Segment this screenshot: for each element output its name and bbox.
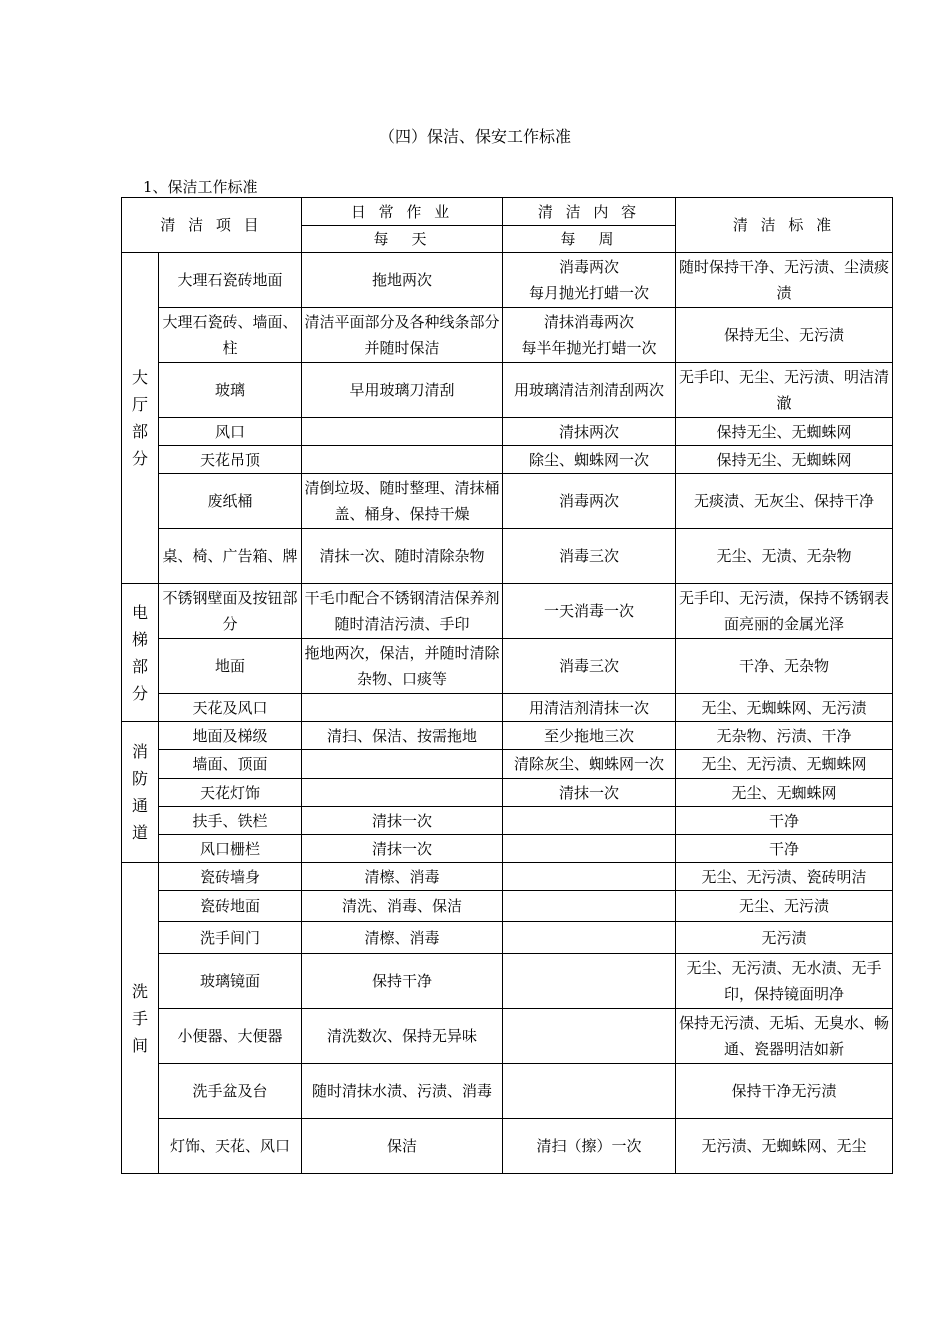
table-row (122, 639, 893, 694)
cell-standard: 保持干净无污渍 (676, 1064, 893, 1119)
table-row (122, 750, 893, 779)
cell-weekly (503, 922, 676, 954)
cell-weekly: 除尘、蜘蛛网一次 (503, 446, 676, 474)
header-weekly: 每 周 (503, 226, 676, 253)
cell-daily: 清檫、消毒 (302, 922, 503, 954)
table-row (122, 418, 893, 446)
cell-standard: 无尘、无污渍、无蜘蛛网 (676, 750, 893, 779)
cell-daily (302, 418, 503, 446)
header-daily: 每 天 (302, 226, 503, 253)
cell-standard: 无尘、无蜘蛛网、无污渍 (676, 694, 893, 722)
cell-standard: 无尘、无渍、无杂物 (676, 529, 893, 584)
header-daily-group: 日 常 作 业 (302, 198, 503, 226)
cell-weekly (503, 1009, 676, 1064)
cell-daily: 清抹一次 (302, 807, 503, 835)
cell-standard: 保持无尘、无蜘蛛网 (676, 446, 893, 474)
cell-daily: 保洁 (302, 1119, 503, 1174)
cell-standard: 保持无尘、无蜘蛛网 (676, 418, 893, 446)
cell-item: 扶手、铁栏 (159, 807, 302, 835)
cell-item: 洗手间门 (159, 922, 302, 954)
cell-item: 天花灯饰 (159, 779, 302, 807)
table-row (122, 1119, 893, 1174)
cell-item: 风口 (159, 418, 302, 446)
cell-standard: 干净 (676, 835, 893, 863)
cell-daily: 清抹一次 (302, 835, 503, 863)
cell-daily: 清洗、消毒、保洁 (302, 891, 503, 922)
cell-item: 洗手盆及台 (159, 1064, 302, 1119)
header-standard: 清 洁 标 准 (676, 198, 893, 253)
cell-item: 不锈钢壁面及按钮部分 (159, 584, 302, 639)
section-label: 消 防 通 道 (122, 722, 159, 863)
cell-weekly: 用玻璃清洁剂清刮两次 (503, 363, 676, 418)
cell-standard: 保持无污渍、无垢、无臭水、畅通、瓷器明洁如新 (676, 1009, 893, 1064)
cell-standard: 无痰渍、无灰尘、保持干净 (676, 474, 893, 529)
table-row (122, 807, 893, 835)
table-row (122, 1009, 893, 1064)
cell-item: 大理石瓷砖、墙面、柱 (159, 308, 302, 363)
cell-item: 天花及风口 (159, 694, 302, 722)
cell-standard: 无污渍 (676, 922, 893, 954)
table-row (122, 922, 893, 954)
cell-weekly: 消毒三次 (503, 529, 676, 584)
cell-item: 大理石瓷砖地面 (159, 253, 302, 308)
table-row (122, 584, 893, 639)
header-item: 清 洁 项 目 (122, 198, 302, 253)
cleaning-standards-table (121, 197, 893, 1174)
cell-standard: 无手印、无污渍，保持不锈钢表面亮丽的金属光泽 (676, 584, 893, 639)
page-title: （四）保洁、保安工作标准 (378, 127, 571, 146)
cell-weekly: 清抹两次 (503, 418, 676, 446)
cell-weekly: 消毒两次 (503, 474, 676, 529)
cell-standard: 无尘、无蜘蛛网 (676, 779, 893, 807)
section-label: 电 梯 部 分 (122, 584, 159, 722)
cell-weekly: 用清洁剂清抹一次 (503, 694, 676, 722)
section-label: 大 厅 部 分 (122, 253, 159, 584)
cell-item: 玻璃镜面 (159, 954, 302, 1009)
cell-daily (302, 750, 503, 779)
cell-daily: 清檫、消毒 (302, 863, 503, 891)
table-row (122, 891, 893, 922)
cell-weekly (503, 1064, 676, 1119)
cell-daily (302, 694, 503, 722)
section-label: 洗 手 间 (122, 863, 159, 1174)
cell-weekly: 清除灰尘、蜘蛛网一次 (503, 750, 676, 779)
cell-item: 地面 (159, 639, 302, 694)
cell-standard: 随时保持干净、无污渍、尘渍痰渍 (676, 253, 893, 308)
cell-weekly: 清抹消毒两次 每半年抛光打蜡一次 (503, 308, 676, 363)
cell-daily: 随时清抹水渍、污渍、消毒 (302, 1064, 503, 1119)
cell-standard: 干净、无杂物 (676, 639, 893, 694)
cell-daily: 拖地两次，保洁，并随时清除杂物、口痰等 (302, 639, 503, 694)
cell-standard: 无杂物、污渍、干净 (676, 722, 893, 750)
table-row (122, 1064, 893, 1119)
table-row (122, 529, 893, 584)
cell-daily (302, 779, 503, 807)
cell-weekly: 清扫（擦）一次 (503, 1119, 676, 1174)
cell-weekly (503, 863, 676, 891)
table-row (122, 446, 893, 474)
cell-weekly (503, 807, 676, 835)
cell-daily: 保持干净 (302, 954, 503, 1009)
cell-item: 风口栅栏 (159, 835, 302, 863)
table-row (122, 835, 893, 863)
cell-weekly: 消毒三次 (503, 639, 676, 694)
cell-item: 瓷砖墙身 (159, 863, 302, 891)
cell-item: 小便器、大便器 (159, 1009, 302, 1064)
cell-item: 玻璃 (159, 363, 302, 418)
cell-daily: 清倒垃圾、随时整理、清抹桶盖、桶身、保持干燥 (302, 474, 503, 529)
cell-standard: 干净 (676, 807, 893, 835)
cell-weekly: 一天消毒一次 (503, 584, 676, 639)
section-heading: 1、保洁工作标准 (143, 178, 258, 196)
cell-weekly: 消毒两次 每月抛光打蜡一次 (503, 253, 676, 308)
cell-standard: 无尘、无污渍、无水渍、无手印，保持镜面明净 (676, 954, 893, 1009)
cell-item: 天花吊顶 (159, 446, 302, 474)
cell-item: 桌、椅、广告箱、牌 (159, 529, 302, 584)
cell-daily: 清洁平面部分及各种线条部分并随时保洁 (302, 308, 503, 363)
cell-item: 地面及梯级 (159, 722, 302, 750)
cell-daily: 清扫、保洁、按需拖地 (302, 722, 503, 750)
cell-weekly: 清抹一次 (503, 779, 676, 807)
cell-standard: 无手印、无尘、无污渍、明洁清澈 (676, 363, 893, 418)
cell-standard: 无污渍、无蜘蛛网、无尘 (676, 1119, 893, 1174)
header-content-group: 清 洁 内 容 (503, 198, 676, 226)
cell-weekly (503, 835, 676, 863)
table-row (122, 363, 893, 418)
table-row (122, 474, 893, 529)
table-row (122, 308, 893, 363)
cell-standard: 无尘、无污渍 (676, 891, 893, 922)
cell-item: 废纸桶 (159, 474, 302, 529)
cell-standard: 无尘、无污渍、瓷砖明洁 (676, 863, 893, 891)
table-row (122, 694, 893, 722)
cell-weekly: 至少拖地三次 (503, 722, 676, 750)
table-row (122, 779, 893, 807)
cell-item: 灯饰、天花、风口 (159, 1119, 302, 1174)
cell-weekly (503, 954, 676, 1009)
cell-weekly (503, 891, 676, 922)
cell-daily (302, 446, 503, 474)
table-row (122, 253, 893, 308)
cell-daily: 清抹一次、随时清除杂物 (302, 529, 503, 584)
cell-daily: 清洗数次、保持无异味 (302, 1009, 503, 1064)
cell-daily: 干毛巾配合不锈钢清洁保养剂随时清洁污渍、手印 (302, 584, 503, 639)
cell-item: 瓷砖地面 (159, 891, 302, 922)
cell-daily: 早用玻璃刀清刮 (302, 363, 503, 418)
table-row (122, 954, 893, 1009)
table-row (122, 722, 893, 750)
cell-daily: 拖地两次 (302, 253, 503, 308)
cell-standard: 保持无尘、无污渍 (676, 308, 893, 363)
table-row (122, 863, 893, 891)
cell-item: 墙面、顶面 (159, 750, 302, 779)
